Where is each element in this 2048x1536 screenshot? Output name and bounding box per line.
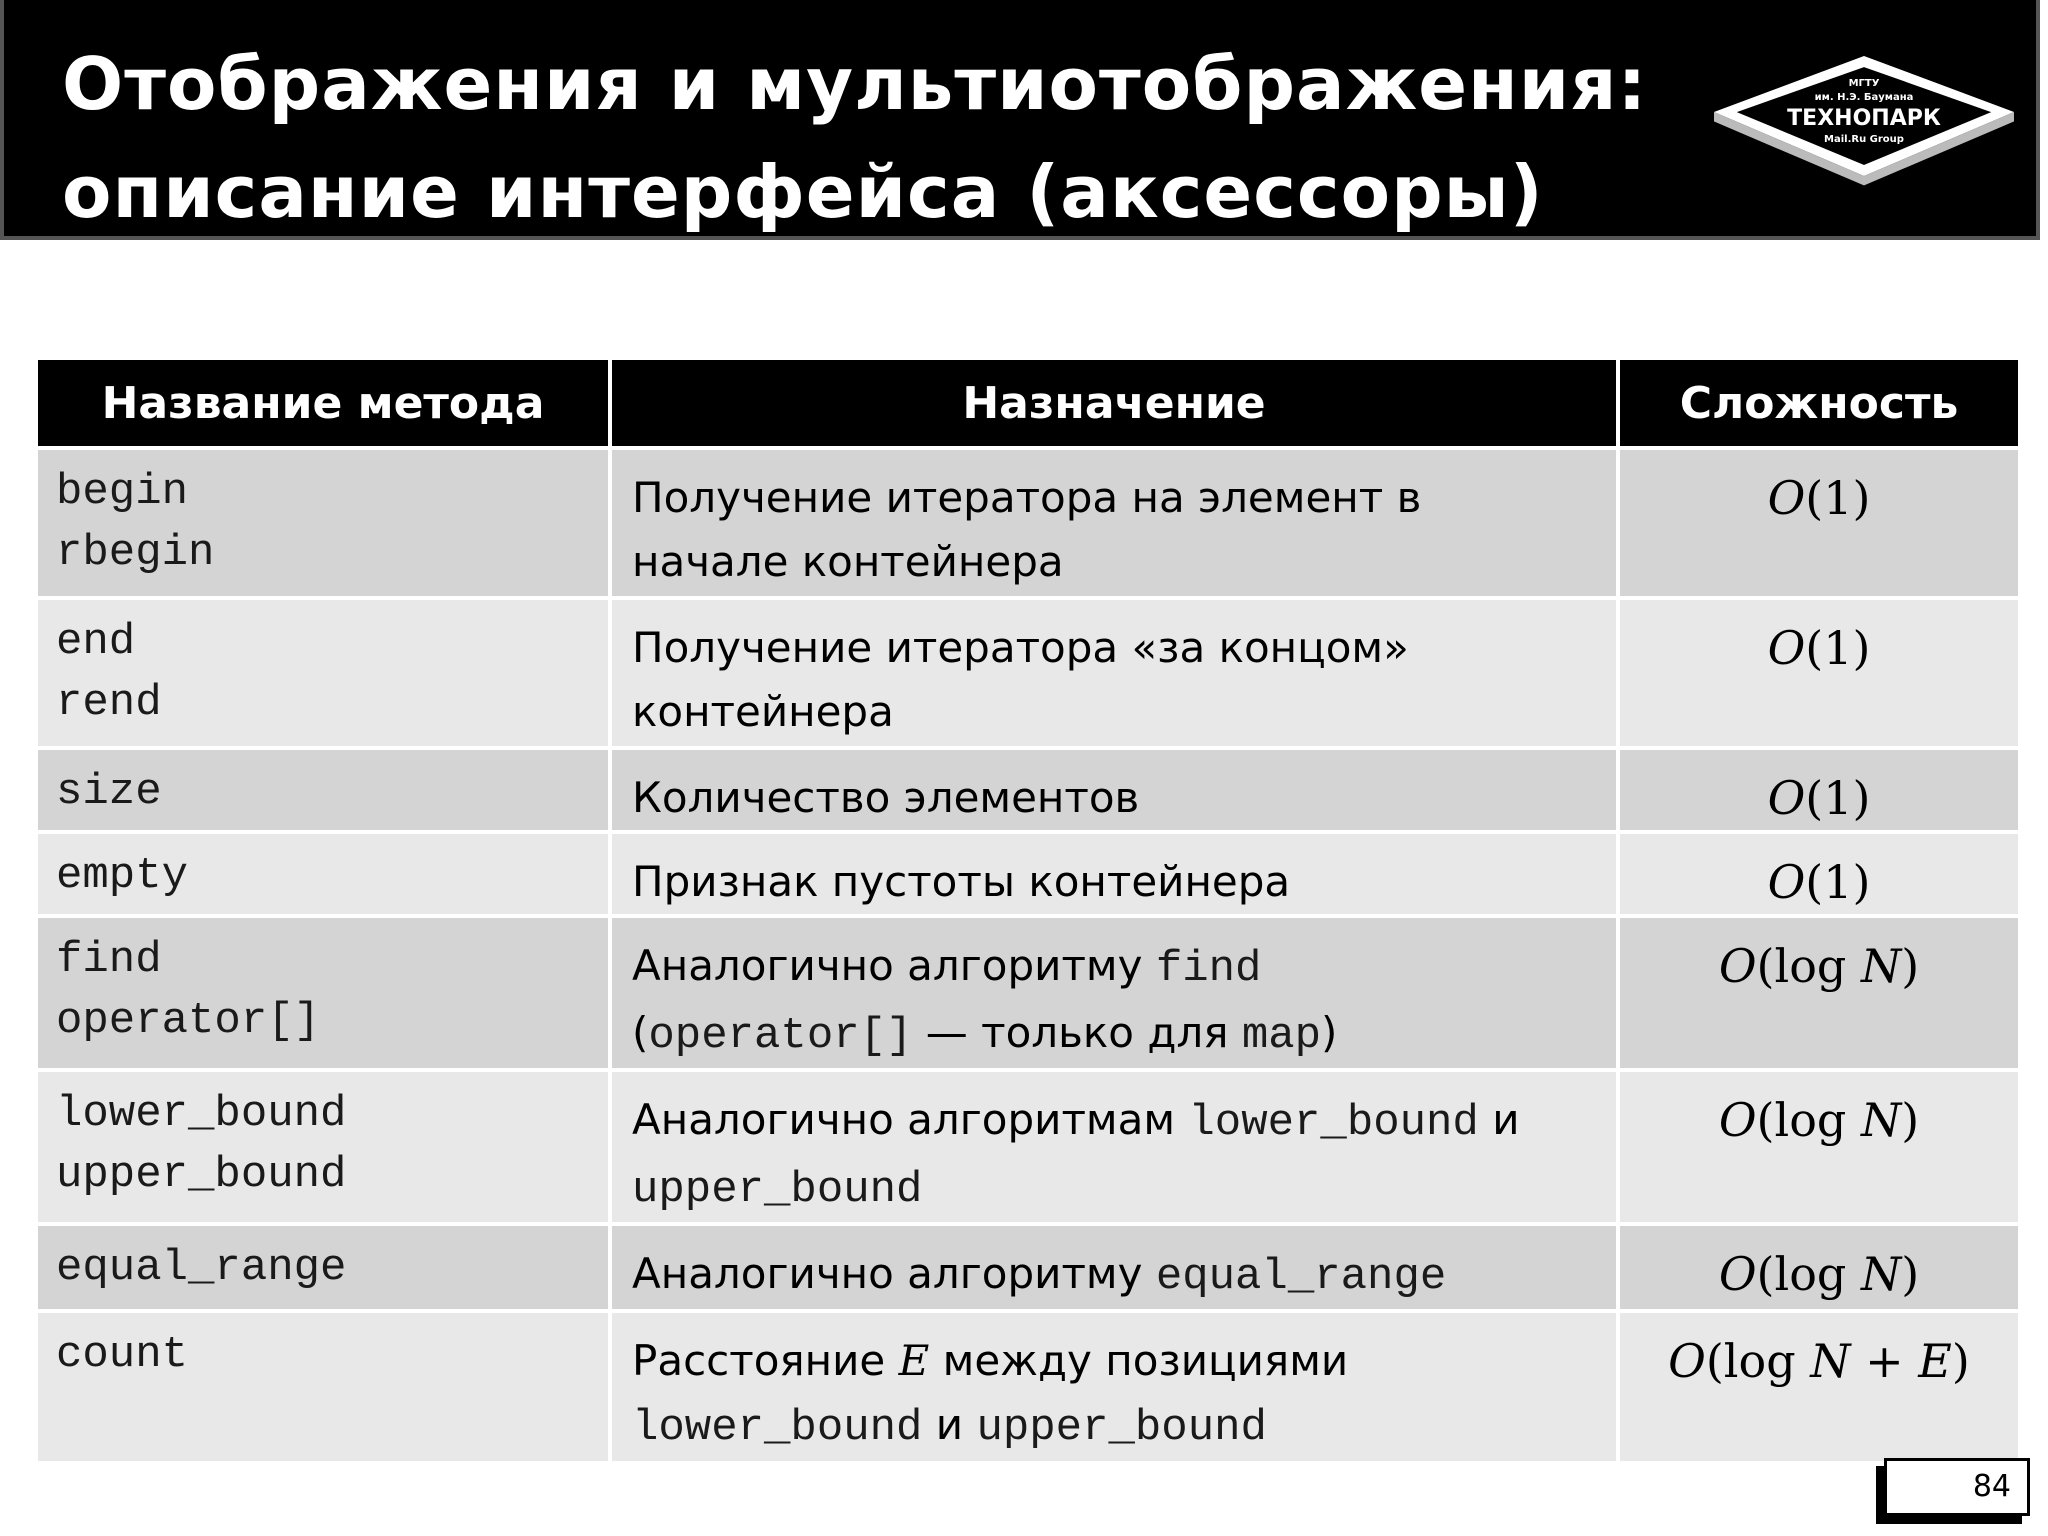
purpose-cell: [610, 1311, 1618, 1461]
table-row: [38, 1070, 2018, 1224]
complexity-value: 𝑂(log 𝑁): [1718, 939, 1920, 993]
table-row: [38, 1311, 2018, 1461]
method-cell: [38, 832, 610, 916]
table-row: [38, 832, 2018, 916]
complexity-value: 𝑂(1): [1767, 621, 1871, 675]
table-row: [38, 916, 2018, 1070]
purpose-text: Аналогично алгоритмам: [632, 1095, 1189, 1144]
logo-text-technopark: ТЕХНОПАРК: [1787, 106, 1941, 131]
purpose-cell: [610, 916, 1618, 1070]
method-name: upper_bound: [56, 1150, 347, 1200]
purpose-text: Количество элементов: [632, 773, 1140, 822]
table-header-row: [38, 360, 2018, 448]
purpose-text: Аналогично алгоритму: [632, 1249, 1156, 1298]
title-line-2: описание интерфейса (аксессоры): [62, 150, 1544, 234]
purpose-text: начале контейнера: [632, 537, 1064, 586]
purpose-text: (: [632, 1008, 649, 1057]
slide-title: [62, 30, 1648, 246]
purpose-cell: [610, 598, 1618, 748]
method-name: count: [56, 1330, 189, 1380]
code-lower-bound: lower_bound: [632, 1403, 923, 1453]
code-lower-bound: lower_bound: [1188, 1098, 1479, 1148]
method-name: rbegin: [56, 528, 215, 578]
method-name: rend: [56, 678, 162, 728]
complexity-cell: [1618, 1224, 2018, 1311]
purpose-text: Получение итератора «за концом»: [632, 623, 1409, 672]
table-row: [38, 448, 2018, 598]
complexity-cell: [1618, 748, 2018, 832]
method-name: operator[]: [56, 996, 321, 1046]
column-header-method: Название метода: [38, 360, 610, 448]
code-upper-bound: upper_bound: [976, 1403, 1267, 1453]
complexity-cell: [1618, 448, 2018, 598]
complexity-value: 𝑂(log 𝑁 + 𝐸): [1668, 1334, 1970, 1388]
complexity-value: 𝑂(1): [1767, 471, 1871, 525]
purpose-cell: [610, 832, 1618, 916]
method-cell: [38, 1070, 610, 1224]
code-map: map: [1241, 1011, 1322, 1061]
complexity-cell: [1618, 1070, 2018, 1224]
method-cell: [38, 448, 610, 598]
purpose-text: Расстояние: [632, 1336, 899, 1385]
table-row: [38, 598, 2018, 748]
purpose-text: ): [1321, 1008, 1338, 1057]
methods-table: [38, 360, 2018, 1461]
method-name: begin: [56, 467, 189, 517]
purpose-text: Аналогично алгоритму: [632, 941, 1156, 990]
code-operator: operator[]: [648, 1011, 913, 1061]
purpose-cell: [610, 1070, 1618, 1224]
table-row: [38, 1224, 2018, 1311]
code-equal-range: equal_range: [1155, 1252, 1447, 1302]
code-upper-bound: upper_bound: [632, 1165, 923, 1215]
method-name: lower_bound: [56, 1089, 347, 1139]
method-cell: [38, 1224, 610, 1311]
title-line-1: Отображения и мультиотображения:: [62, 42, 1648, 126]
logo-text-mgtu: МГТУ: [1848, 78, 1880, 89]
purpose-cell: [610, 748, 1618, 832]
technopark-logo: [1708, 52, 2020, 188]
table-row: [38, 748, 2018, 832]
method-cell: [38, 916, 610, 1070]
complexity-cell: [1618, 598, 2018, 748]
column-header-purpose: Назначение: [610, 360, 1618, 448]
code-find: find: [1155, 944, 1262, 994]
purpose-text: Признак пустоты контейнера: [632, 857, 1291, 906]
complexity-cell: [1618, 1311, 2018, 1461]
complexity-value: 𝑂(log 𝑁): [1718, 1093, 1920, 1147]
purpose-text: Получение итератора на элемент в: [632, 473, 1422, 522]
method-name: empty: [56, 851, 189, 901]
method-cell: [38, 1311, 610, 1461]
method-cell: [38, 748, 610, 832]
method-name: find: [56, 935, 162, 985]
method-name: end: [56, 617, 136, 667]
page-number: 84: [1884, 1458, 2030, 1516]
complexity-cell: [1618, 832, 2018, 916]
purpose-text: и: [1478, 1095, 1520, 1144]
math-e: 𝐸: [898, 1336, 930, 1385]
complexity-value: 𝑂(1): [1767, 771, 1871, 825]
purpose-text: контейнера: [632, 687, 894, 736]
purpose-text: — только для: [912, 1008, 1242, 1057]
complexity-value: 𝑂(log 𝑁): [1718, 1247, 1920, 1301]
method-name: equal_range: [56, 1243, 347, 1293]
complexity-value: 𝑂(1): [1767, 855, 1871, 909]
complexity-cell: [1618, 916, 2018, 1070]
purpose-cell: [610, 1224, 1618, 1311]
method-name: size: [56, 767, 162, 817]
purpose-text: между позициями: [929, 1336, 1349, 1385]
purpose-cell: [610, 448, 1618, 598]
logo-text-bauman: им. Н.Э. Баумана: [1814, 92, 1914, 103]
purpose-text: и: [922, 1400, 977, 1449]
column-header-complexity: Сложность: [1618, 360, 2018, 448]
method-cell: [38, 598, 610, 748]
logo-text-mailru: Mail.Ru Group: [1824, 134, 1904, 145]
